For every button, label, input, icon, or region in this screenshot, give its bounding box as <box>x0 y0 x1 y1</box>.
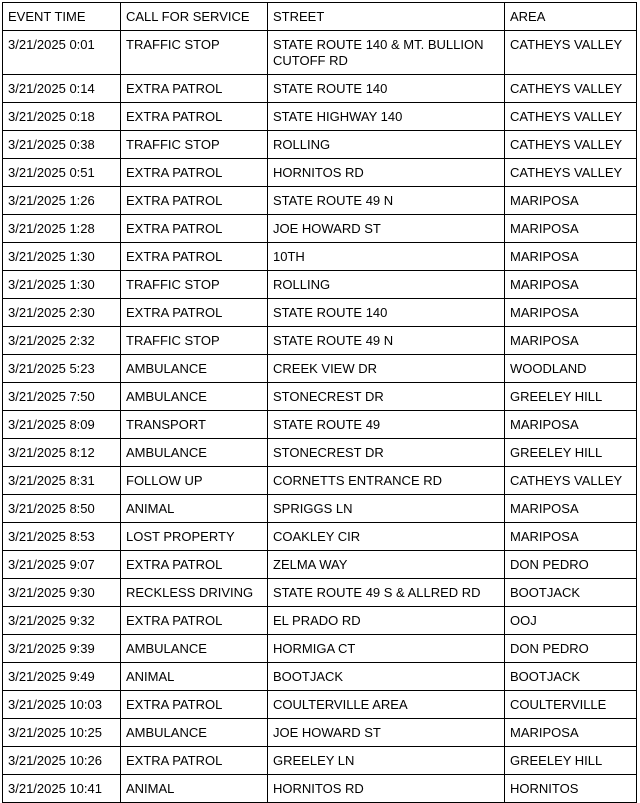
table-row <box>3 775 637 803</box>
table-row <box>3 103 637 131</box>
event-time-cell: 3/21/2025 8:31 <box>3 467 121 495</box>
event-time-cell: 3/21/2025 7:50 <box>3 383 121 411</box>
table-row <box>3 243 637 271</box>
event-time-cell: 3/21/2025 2:30 <box>3 299 121 327</box>
event-time-cell: 3/21/2025 8:12 <box>3 439 121 467</box>
event-time-cell: 3/21/2025 0:01 <box>3 31 121 75</box>
area-cell: BOOTJACK <box>505 663 637 691</box>
street-cell: STONECREST DR <box>268 383 505 411</box>
area-cell: MARIPOSA <box>505 719 637 747</box>
call-for-service-cell: EXTRA PATROL <box>121 187 268 215</box>
street-cell: ROLLING <box>268 131 505 159</box>
call-for-service-cell: EXTRA PATROL <box>121 747 268 775</box>
area-cell: DON PEDRO <box>505 635 637 663</box>
street-cell: GREELEY LN <box>268 747 505 775</box>
street-cell: STATE ROUTE 49 S & ALLRED RD <box>268 579 505 607</box>
call-for-service-cell: AMBULANCE <box>121 719 268 747</box>
street-cell: EL PRADO RD <box>268 607 505 635</box>
call-for-service-cell: EXTRA PATROL <box>121 103 268 131</box>
event-time-cell: 3/21/2025 0:18 <box>3 103 121 131</box>
table-row <box>3 439 637 467</box>
table-row <box>3 31 637 75</box>
call-for-service-cell: EXTRA PATROL <box>121 691 268 719</box>
area-cell: MARIPOSA <box>505 523 637 551</box>
call-for-service-cell: AMBULANCE <box>121 383 268 411</box>
area-cell: MARIPOSA <box>505 215 637 243</box>
area-cell: GREELEY HILL <box>505 383 637 411</box>
table-row <box>3 411 637 439</box>
event-time-cell: 3/21/2025 9:30 <box>3 579 121 607</box>
area-cell: MARIPOSA <box>505 327 637 355</box>
street-cell: STATE HIGHWAY 140 <box>268 103 505 131</box>
column-header-event-time: EVENT TIME <box>3 3 121 31</box>
event-time-cell: 3/21/2025 10:03 <box>3 691 121 719</box>
table-row <box>3 75 637 103</box>
call-for-service-cell: AMBULANCE <box>121 439 268 467</box>
call-for-service-cell: EXTRA PATROL <box>121 159 268 187</box>
street-cell: JOE HOWARD ST <box>268 719 505 747</box>
column-header-area: AREA <box>505 3 637 31</box>
event-time-cell: 3/21/2025 9:32 <box>3 607 121 635</box>
street-cell: STATE ROUTE 140 & MT. BULLION CUTOFF RD <box>268 31 505 75</box>
street-cell: COAKLEY CIR <box>268 523 505 551</box>
area-cell: MARIPOSA <box>505 411 637 439</box>
call-for-service-cell: TRANSPORT <box>121 411 268 439</box>
area-cell: CATHEYS VALLEY <box>505 75 637 103</box>
table-row <box>3 691 637 719</box>
call-for-service-cell: EXTRA PATROL <box>121 215 268 243</box>
area-cell: COULTERVILLE <box>505 691 637 719</box>
event-time-cell: 3/21/2025 9:07 <box>3 551 121 579</box>
call-for-service-cell: RECKLESS DRIVING <box>121 579 268 607</box>
call-for-service-cell: ANIMAL <box>121 495 268 523</box>
event-time-cell: 3/21/2025 2:32 <box>3 327 121 355</box>
area-cell: CATHEYS VALLEY <box>505 31 637 75</box>
call-for-service-cell: EXTRA PATROL <box>121 551 268 579</box>
call-for-service-cell: TRAFFIC STOP <box>121 327 268 355</box>
area-cell: CATHEYS VALLEY <box>505 159 637 187</box>
table-row <box>3 607 637 635</box>
call-for-service-cell: TRAFFIC STOP <box>121 271 268 299</box>
street-cell: BOOTJACK <box>268 663 505 691</box>
table-row <box>3 299 637 327</box>
call-for-service-cell: AMBULANCE <box>121 355 268 383</box>
area-cell: BOOTJACK <box>505 579 637 607</box>
event-time-cell: 3/21/2025 1:26 <box>3 187 121 215</box>
event-time-cell: 3/21/2025 10:41 <box>3 775 121 803</box>
street-cell: STATE ROUTE 49 N <box>268 327 505 355</box>
area-cell: CATHEYS VALLEY <box>505 103 637 131</box>
call-for-service-cell: EXTRA PATROL <box>121 607 268 635</box>
area-cell: OOJ <box>505 607 637 635</box>
area-cell: MARIPOSA <box>505 243 637 271</box>
table-row <box>3 635 637 663</box>
call-for-service-cell: ANIMAL <box>121 775 268 803</box>
call-for-service-cell: FOLLOW UP <box>121 467 268 495</box>
street-cell: ROLLING <box>268 271 505 299</box>
call-log-table <box>2 2 637 803</box>
event-time-cell: 3/21/2025 9:39 <box>3 635 121 663</box>
column-header-street: STREET <box>268 3 505 31</box>
area-cell: GREELEY HILL <box>505 439 637 467</box>
area-cell: HORNITOS <box>505 775 637 803</box>
table-row <box>3 523 637 551</box>
table-row <box>3 327 637 355</box>
table-row <box>3 271 637 299</box>
event-time-cell: 3/21/2025 8:50 <box>3 495 121 523</box>
table-row <box>3 719 637 747</box>
table-row <box>3 579 637 607</box>
call-for-service-cell: AMBULANCE <box>121 635 268 663</box>
call-for-service-cell: TRAFFIC STOP <box>121 131 268 159</box>
area-cell: MARIPOSA <box>505 299 637 327</box>
street-cell: STATE ROUTE 49 N <box>268 187 505 215</box>
area-cell: CATHEYS VALLEY <box>505 467 637 495</box>
table-row <box>3 495 637 523</box>
area-cell: CATHEYS VALLEY <box>505 131 637 159</box>
call-for-service-cell: ANIMAL <box>121 663 268 691</box>
street-cell: ZELMA WAY <box>268 551 505 579</box>
event-time-cell: 3/21/2025 5:23 <box>3 355 121 383</box>
area-cell: MARIPOSA <box>505 271 637 299</box>
event-time-cell: 3/21/2025 1:30 <box>3 243 121 271</box>
street-cell: JOE HOWARD ST <box>268 215 505 243</box>
area-cell: MARIPOSA <box>505 187 637 215</box>
area-cell: WOODLAND <box>505 355 637 383</box>
table-row <box>3 551 637 579</box>
street-cell: COULTERVILLE AREA <box>268 691 505 719</box>
event-time-cell: 3/21/2025 9:49 <box>3 663 121 691</box>
call-for-service-cell: EXTRA PATROL <box>121 299 268 327</box>
call-for-service-cell: LOST PROPERTY <box>121 523 268 551</box>
area-cell: MARIPOSA <box>505 495 637 523</box>
street-cell: SPRIGGS LN <box>268 495 505 523</box>
event-time-cell: 3/21/2025 0:51 <box>3 159 121 187</box>
street-cell: HORNITOS RD <box>268 775 505 803</box>
column-header-call-for-service: CALL FOR SERVICE <box>121 3 268 31</box>
table-row <box>3 131 637 159</box>
table-row <box>3 215 637 243</box>
call-for-service-cell: EXTRA PATROL <box>121 243 268 271</box>
street-cell: STATE ROUTE 49 <box>268 411 505 439</box>
area-cell: DON PEDRO <box>505 551 637 579</box>
table-row <box>3 187 637 215</box>
table-row <box>3 383 637 411</box>
table-row <box>3 159 637 187</box>
table-row <box>3 355 637 383</box>
street-cell: CREEK VIEW DR <box>268 355 505 383</box>
event-time-cell: 3/21/2025 0:38 <box>3 131 121 159</box>
street-cell: CORNETTS ENTRANCE RD <box>268 467 505 495</box>
header-row <box>3 3 637 31</box>
street-cell: STATE ROUTE 140 <box>268 299 505 327</box>
street-cell: 10TH <box>268 243 505 271</box>
event-time-cell: 3/21/2025 8:09 <box>3 411 121 439</box>
street-cell: HORNITOS RD <box>268 159 505 187</box>
event-time-cell: 3/21/2025 8:53 <box>3 523 121 551</box>
area-cell: GREELEY HILL <box>505 747 637 775</box>
street-cell: HORMIGA CT <box>268 635 505 663</box>
event-time-cell: 3/21/2025 10:25 <box>3 719 121 747</box>
call-for-service-cell: EXTRA PATROL <box>121 75 268 103</box>
table-row <box>3 467 637 495</box>
table-row <box>3 663 637 691</box>
event-time-cell: 3/21/2025 1:28 <box>3 215 121 243</box>
event-time-cell: 3/21/2025 0:14 <box>3 75 121 103</box>
street-cell: STONECREST DR <box>268 439 505 467</box>
call-for-service-cell: TRAFFIC STOP <box>121 31 268 75</box>
event-time-cell: 3/21/2025 1:30 <box>3 271 121 299</box>
table-row <box>3 747 637 775</box>
event-time-cell: 3/21/2025 10:26 <box>3 747 121 775</box>
street-cell: STATE ROUTE 140 <box>268 75 505 103</box>
